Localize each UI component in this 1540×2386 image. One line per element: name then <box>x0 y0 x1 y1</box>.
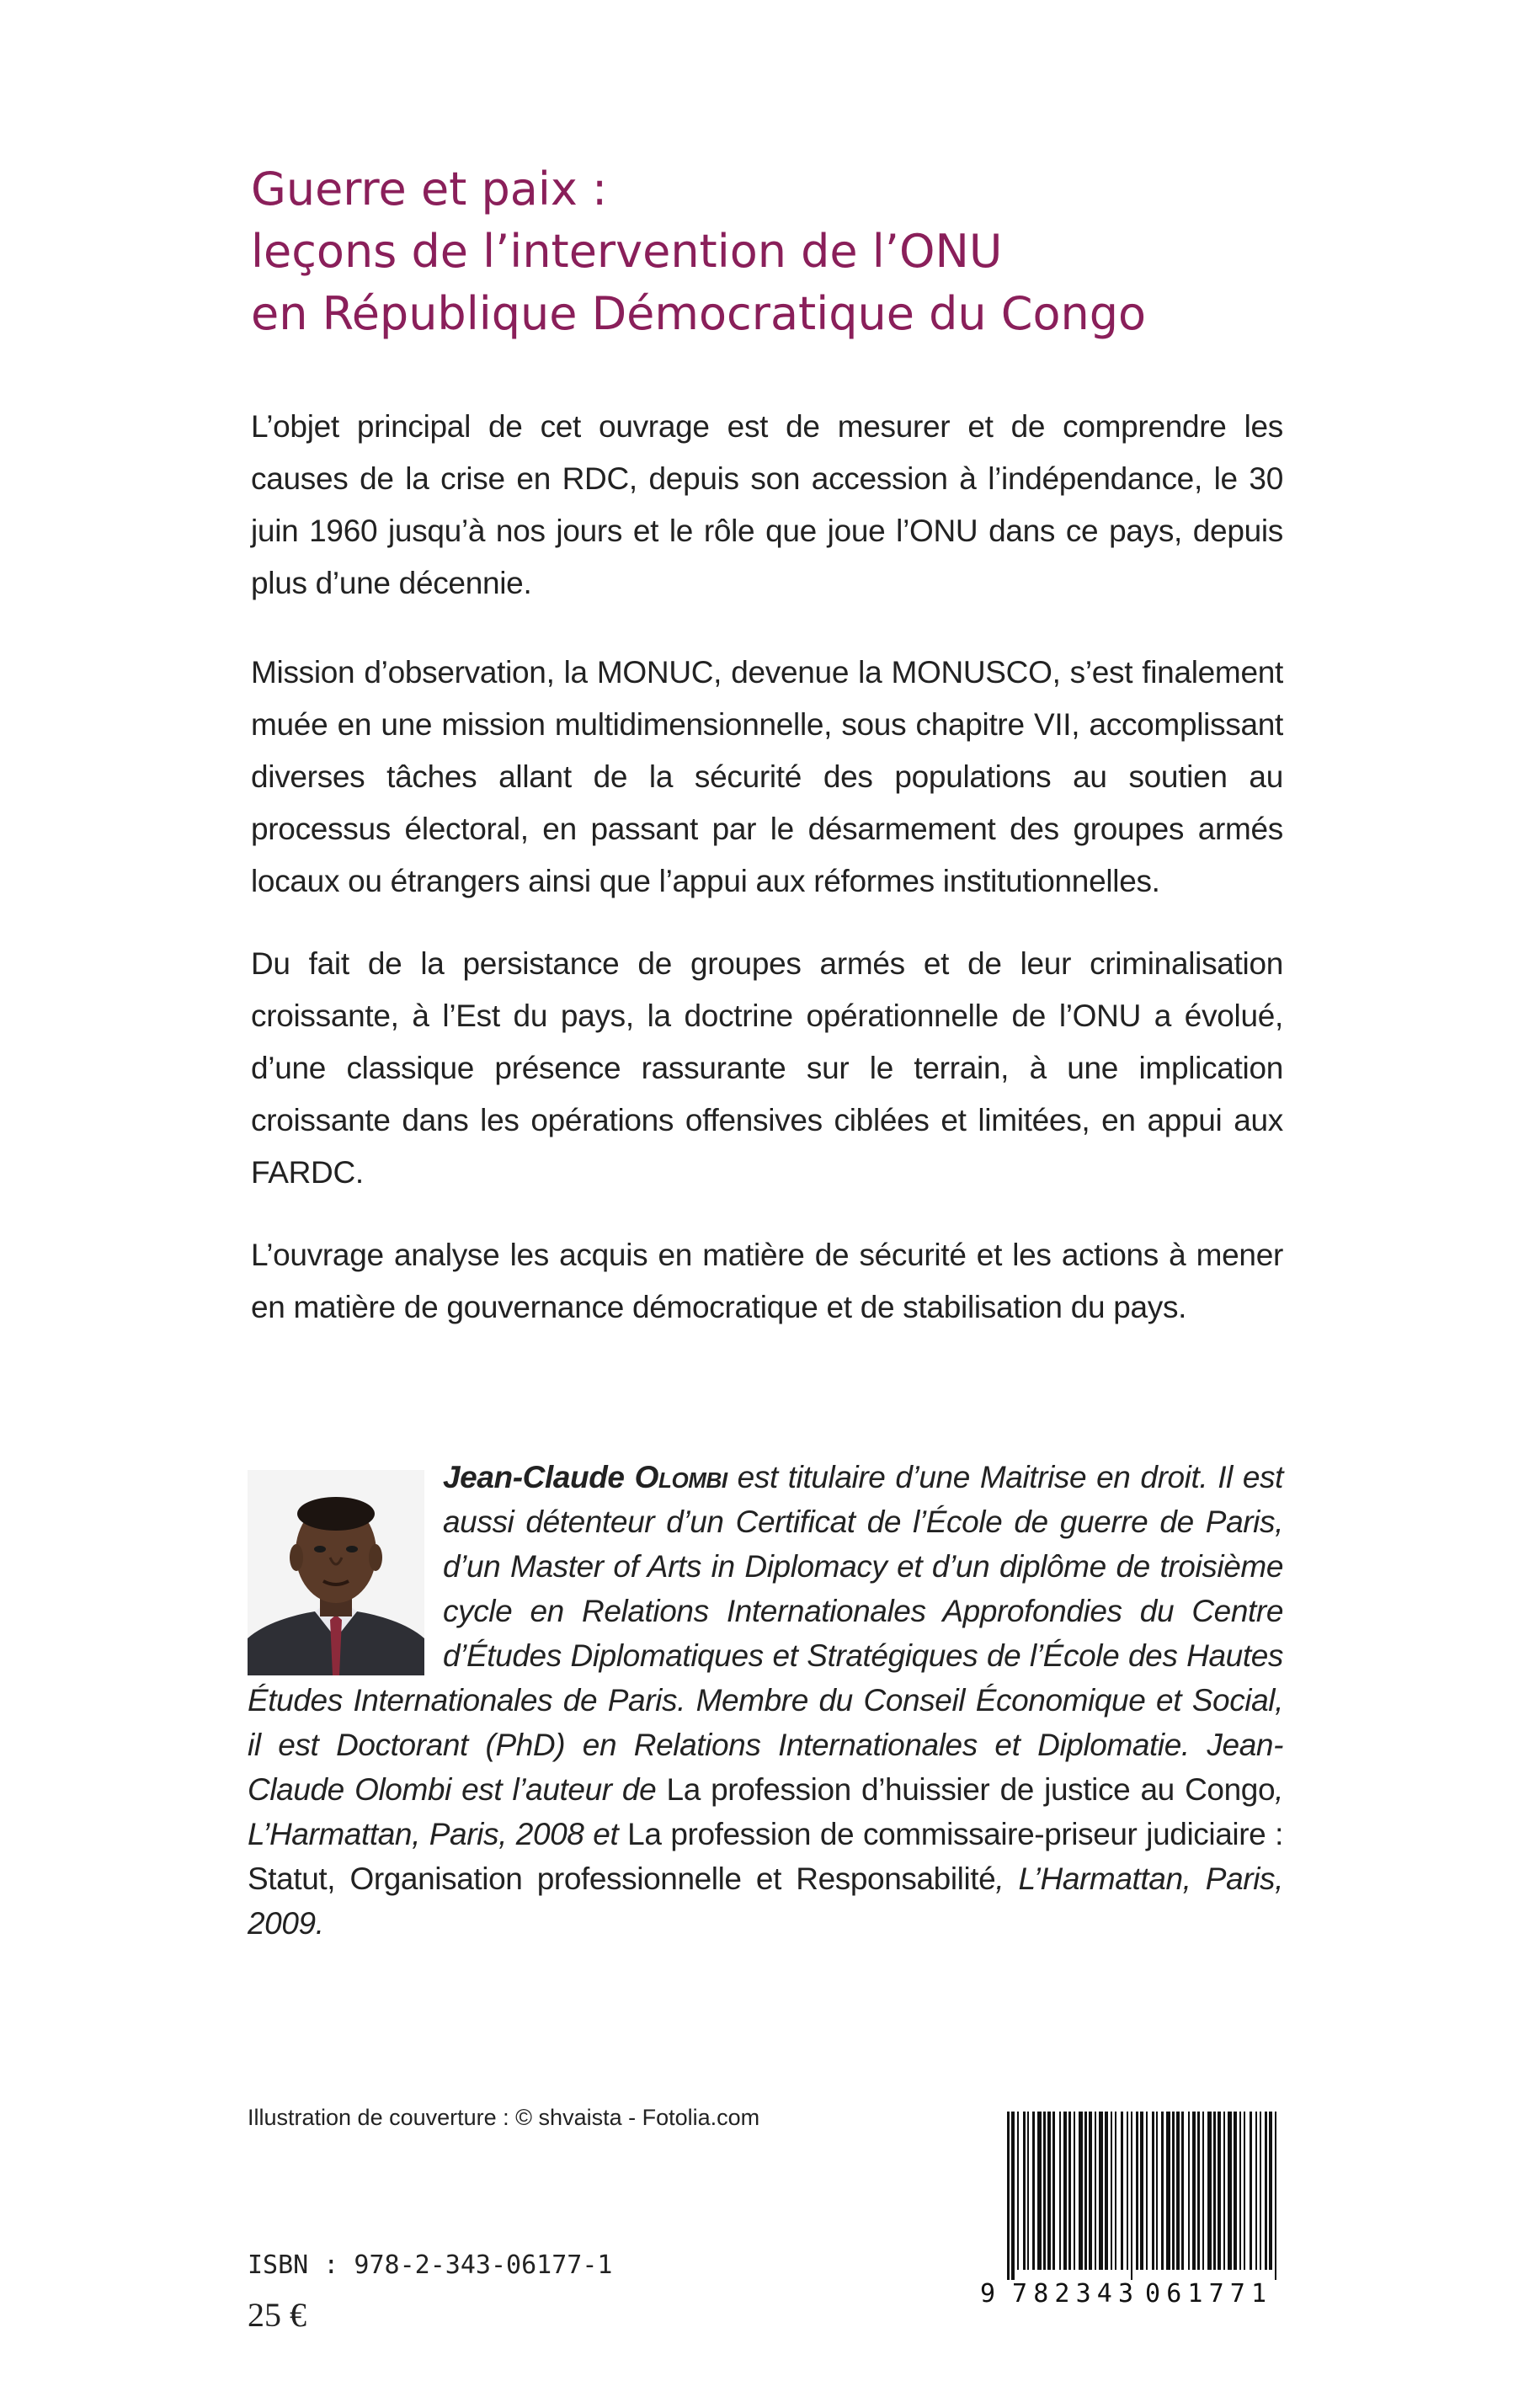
barcode-bar <box>1161 2112 1164 2270</box>
barcode-digit-lead: 9 <box>980 2279 996 2309</box>
barcode-bar <box>1063 2112 1067 2270</box>
barcode-bar <box>1228 2112 1232 2270</box>
barcode-bar <box>1181 2112 1184 2270</box>
barcode-bar <box>1213 2112 1216 2270</box>
barcode-bar <box>1111 2112 1112 2270</box>
author-bio <box>248 1455 1283 1946</box>
price: 25 € <box>248 2296 306 2334</box>
barcode-bar <box>1089 2112 1092 2270</box>
barcode-bar <box>1047 2112 1051 2270</box>
book-title-2: La profession de commissaire-priseur judiciaire : Statut, Organisation professionnelle et Responsabilité <box>248 1817 1283 1896</box>
barcode-bar <box>1095 2112 1096 2270</box>
barcode-bar <box>1059 2112 1061 2270</box>
barcode-bar <box>1152 2112 1154 2270</box>
barcode-bars <box>1007 2112 1276 2280</box>
barcode-bar <box>1207 2112 1212 2270</box>
barcode-bar <box>1127 2112 1128 2270</box>
barcode-bar <box>1007 2112 1010 2280</box>
barcode-digits-left: 782343 <box>1012 2279 1133 2309</box>
title-line-1: Guerre et paix : <box>251 162 608 216</box>
barcode-bar <box>1146 2112 1148 2270</box>
barcode-bar <box>1192 2112 1196 2270</box>
barcode-bar <box>1121 2112 1123 2270</box>
barcode-bar <box>1156 2112 1158 2270</box>
book-title-1: La profession d’huissier de justice au Congo <box>666 1772 1276 1807</box>
barcode-bar <box>1131 2112 1132 2280</box>
barcode-bar <box>1166 2112 1170 2270</box>
barcode-bar <box>1027 2112 1029 2270</box>
barcode-bar <box>1140 2112 1143 2270</box>
barcode-bar <box>1023 2112 1026 2270</box>
isbn: ISBN : 978-2-343-06177-1 <box>248 2250 613 2280</box>
barcode-bar <box>1115 2112 1116 2270</box>
barcode-bar <box>1234 2112 1237 2270</box>
title-line-3: en République Démocratique du Congo <box>251 287 1147 340</box>
barcode-bar <box>1255 2112 1257 2270</box>
barcode-bar <box>1269 2112 1272 2270</box>
barcode-bar <box>1250 2112 1252 2270</box>
book-publication-2: , L’Harmattan, Paris, 2009. <box>248 1861 1283 1941</box>
barcode-bar <box>1260 2112 1261 2270</box>
barcode-bar <box>1043 2112 1046 2270</box>
summary-paragraph-1: L’objet principal de cet ouvrage est de mesurer et de comprendre les causes de la crise en RDC, depuis son accession à l’indépendance, le 30 juin 1960 jusqu’à nos jours et le rôle que joue l’ONU dans ce pays, depuis plus d’une décennie. <box>251 409 1283 600</box>
barcode-bar <box>1218 2112 1221 2270</box>
title-line-2: leçons de l’intervention de l’ONU <box>251 225 1003 278</box>
barcode-digits-right: 061771 <box>1145 2279 1266 2309</box>
bio-text: est titulaire d’une Maitrise en droit. Il est aussi détenteur d’un Certificat de l’École de guerre de Paris, d’un Master of Arts in Diplomacy et d’un diplôme de troisième cycle en Relations Internationales Approfondies du Centre d’Études Diplomatiques et Stratégiques de l’École des Hautes Études Internationales de Paris. Membre du Conseil Économique et Social, il est Doctorant (PhD) en Relations Internationales et Diplomatie. Jean-Claude Olombi est l’auteur de <box>248 1460 1283 1807</box>
barcode-bar <box>1017 2112 1019 2270</box>
barcode-bar <box>1188 2112 1190 2270</box>
barcode-bar <box>1084 2112 1087 2270</box>
barcode-bar <box>1032 2112 1035 2270</box>
barcode-bar <box>1136 2112 1138 2270</box>
barcode-bar <box>1079 2112 1083 2270</box>
barcode-bar <box>1223 2112 1225 2270</box>
barcode-bar <box>1105 2112 1108 2270</box>
barcode-bar <box>1244 2112 1245 2270</box>
summary-paragraph-3: Du fait de la persistance de groupes armés et de leur criminalisation croissante, à l’Est du pays, la doctrine opérationnelle de l’ONU a évolué, d’une classique présence rassurante sur le terrain, à une implication croissante dans les opérations offensives ciblées et limitées, en appui aux FARDC. <box>251 946 1283 1190</box>
barcode-bar <box>1265 2112 1267 2270</box>
photo-space <box>248 1455 443 1672</box>
book-publication-1: , L’Harmattan, Paris, 2008 et <box>248 1772 1284 1851</box>
barcode-bar <box>1068 2112 1071 2270</box>
book-title <box>251 158 1346 345</box>
barcode-bar <box>1275 2112 1276 2280</box>
author-name <box>443 1460 727 1494</box>
barcode-bar <box>1099 2112 1103 2270</box>
barcode-bar <box>1197 2112 1200 2270</box>
barcode-bar <box>1052 2112 1055 2270</box>
barcode-bar <box>1037 2112 1042 2270</box>
author-first-name: Jean-Claude <box>443 1460 625 1494</box>
cover-illustration-credit: Illustration de couverture : © shvaista - Fotolia.com <box>248 2105 760 2130</box>
summary-paragraph-2: Mission d’observation, la MONUC, devenue la MONUSCO, s’est finalement muée en une mission multidimensionnelle, sous chapitre VII, accomplissant diverses tâches allant de la sécurité des populations au soutien au processus électoral, en passant par le désarmement des groupes armés locaux ou étrangers ainsi que l’appui aux réformes institutionnelles. <box>251 655 1283 898</box>
summary-paragraph-4: L’ouvrage analyse les acquis en matière de sécurité et les actions à mener en matière de gouvernance démocratique et de stabilisation du pays. <box>251 1238 1283 1324</box>
barcode-bar <box>1176 2112 1180 2270</box>
barcode-bar <box>1239 2112 1241 2270</box>
barcode-bar <box>1202 2112 1204 2270</box>
barcode <box>977 2108 1285 2309</box>
author-last-name: Olombi <box>634 1460 727 1494</box>
barcode-bar <box>1011 2112 1015 2280</box>
barcode-bar <box>1074 2112 1075 2270</box>
barcode-bar <box>1172 2112 1175 2270</box>
